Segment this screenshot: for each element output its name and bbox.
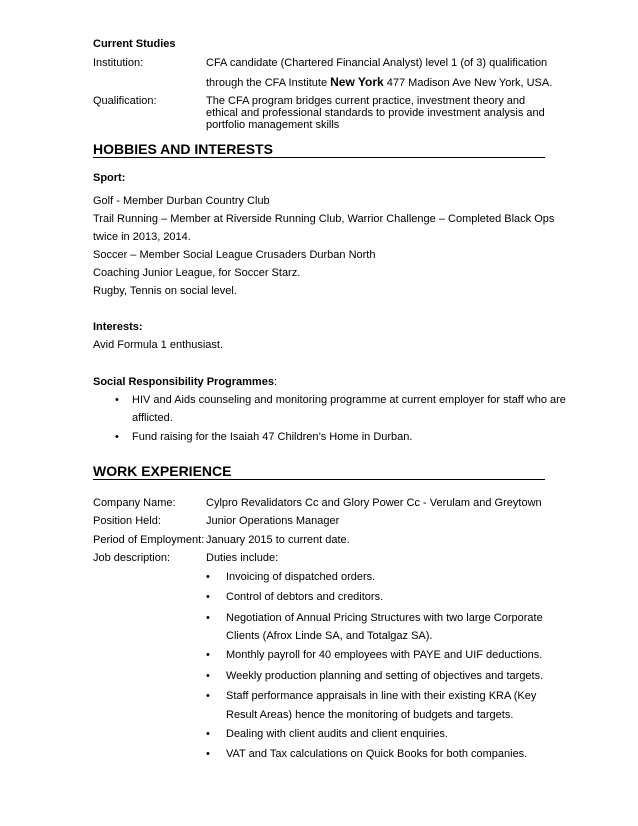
- bullet-icon: •: [115, 431, 119, 443]
- interests-label: Interests:: [93, 321, 143, 333]
- duty-item: Staff performance appraisals in line with their existing KRA (Key: [226, 690, 537, 702]
- duty-item: Control of debtors and creditors.: [226, 591, 384, 603]
- social-item: HIV and Aids counseling and monitoring programme at current employer for staff who are: [132, 394, 566, 406]
- duty-item-continuation: Clients (Afrox Linde SA, and Totalgaz SA).: [226, 630, 433, 642]
- bullet-icon: •: [206, 571, 210, 583]
- bullet-icon: •: [206, 728, 210, 740]
- institution-line-2: [206, 75, 552, 89]
- bullet-icon: •: [206, 690, 210, 702]
- institution-line-2-bold: New York: [330, 75, 384, 89]
- position-label: Position Held:: [93, 515, 161, 527]
- qualification-text: The CFA program bridges current practice, investment theory and ethical and professional standards to provide investment analysis and portfolio management skills: [206, 95, 545, 131]
- bullet-icon: •: [206, 649, 210, 661]
- social-label-colon: :: [273, 376, 278, 388]
- institution-line-2-pre: through the CFA Institute: [206, 77, 331, 89]
- bullet-icon: •: [206, 670, 210, 682]
- social-responsibility-label: [93, 376, 277, 388]
- duty-item: Negotiation of Annual Pricing Structures with two large Corporate: [226, 612, 543, 624]
- institution-label: Institution:: [93, 57, 144, 69]
- duty-item: Weekly production planning and setting of objectives and targets.: [226, 670, 544, 682]
- interests-text: Avid Formula 1 enthusiast.: [93, 339, 224, 351]
- hobbies-heading: HOBBIES AND INTERESTS: [93, 141, 273, 157]
- duty-item: Invoicing of dispatched orders.: [226, 571, 376, 583]
- institution-line-1: CFA candidate (Chartered Financial Analyst) level 1 (of 3) qualification: [206, 57, 548, 69]
- duty-item: Monthly payroll for 40 employees with PAYE and UIF deductions.: [226, 649, 543, 661]
- sport-line: Coaching Junior League, for Soccer Starz.: [93, 267, 301, 279]
- duty-item: Dealing with client audits and client enquiries.: [226, 728, 448, 740]
- sport-line: Trail Running – Member at Riverside Running Club, Warrior Challenge – Completed Black Ops: [93, 213, 555, 225]
- bullet-icon: •: [206, 591, 210, 603]
- social-item: Fund raising for the Isaiah 47 Children’s Home in Durban.: [132, 431, 413, 443]
- work-rule: [93, 479, 545, 480]
- bullet-icon: •: [206, 748, 210, 760]
- company-value: Cylpro Revalidators Cc and Glory Power Cc - Verulam and Greytown: [206, 497, 542, 509]
- duty-item-continuation: Result Areas) hence the monitoring of budgets and targets.: [226, 709, 514, 721]
- period-label: Period of Employment:: [93, 534, 205, 546]
- job-description-value: Duties include:: [206, 552, 279, 564]
- sport-line: twice in 2013, 2014.: [93, 231, 191, 243]
- social-label-text: Social Responsibility Programmes: [93, 376, 274, 388]
- bullet-icon: •: [115, 394, 119, 406]
- sport-line: Golf - Member Durban Country Club: [93, 195, 270, 207]
- work-heading: WORK EXPERIENCE: [93, 463, 232, 479]
- company-label: Company Name:: [93, 497, 176, 509]
- position-value: Junior Operations Manager: [206, 515, 340, 527]
- qualification-label: Qualification:: [93, 95, 157, 107]
- job-description-label: Job description:: [93, 552, 171, 564]
- sport-line: Soccer – Member Social League Crusaders Durban North: [93, 249, 376, 261]
- current-studies-title: Current Studies: [93, 38, 176, 50]
- sport-line: Rugby, Tennis on social level.: [93, 285, 237, 297]
- institution-line-2-post: 477 Madison Ave New York, USA.: [383, 77, 553, 89]
- hobbies-rule: [93, 157, 545, 158]
- sport-label: Sport:: [93, 172, 126, 184]
- period-value: January 2015 to current date.: [206, 534, 350, 546]
- duty-item: VAT and Tax calculations on Quick Books for both companies.: [226, 748, 528, 760]
- bullet-icon: •: [206, 612, 210, 624]
- social-item-continuation: afflicted.: [132, 412, 173, 424]
